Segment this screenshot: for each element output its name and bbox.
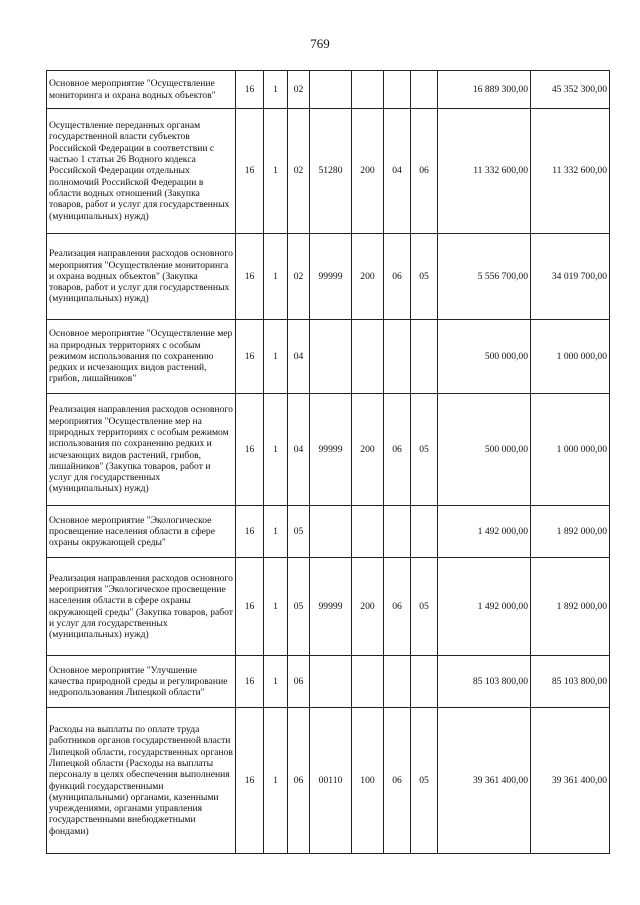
amount-cell: 5 556 700,00	[438, 234, 531, 320]
code-cell	[384, 656, 411, 708]
amount-cell: 1 000 000,00	[531, 394, 610, 506]
table-row	[47, 71, 610, 109]
row-description: Осуществление переданных органам государственной власти субъектов Российской Федерации в соответствии с частью 1 статьи 26 Водного кодекса Российской Федерации отдельных полномочий Российской Федерации в области водных отношений (Закупка товаров, работ и услуг для государственных (муниципальных) нужд)	[47, 109, 236, 234]
amount-cell: 11 332 600,00	[438, 109, 531, 234]
code-cell: 1	[264, 234, 288, 320]
code-cell: 100	[352, 708, 384, 854]
code-cell: 1	[264, 708, 288, 854]
amount-cell: 1 492 000,00	[438, 558, 531, 656]
row-description: Основное мероприятие "Осуществление мер на природных территориях с особым режимом использования по сохранению редких и исчезающих видов растений, грибов, лишайников"	[47, 320, 236, 394]
row-description: Основное мероприятие "Экологическое просвещение населения области в сфере охраны окружающей среды"	[47, 506, 236, 558]
amount-cell: 45 352 300,00	[531, 71, 610, 109]
code-cell: 06	[384, 558, 411, 656]
code-cell: 1	[264, 656, 288, 708]
table-row	[47, 394, 610, 506]
amount-cell: 85 103 800,00	[438, 656, 531, 708]
table-row	[47, 656, 610, 708]
code-cell: 05	[288, 506, 310, 558]
code-cell	[352, 506, 384, 558]
code-cell	[411, 71, 438, 109]
amount-cell: 500 000,00	[438, 320, 531, 394]
code-cell: 1	[264, 506, 288, 558]
table-row	[47, 234, 610, 320]
amount-cell: 34 019 700,00	[531, 234, 610, 320]
table-row	[47, 109, 610, 234]
code-cell: 1	[264, 71, 288, 109]
amount-cell: 39 361 400,00	[438, 708, 531, 854]
table-row	[47, 320, 610, 394]
code-cell: 16	[236, 656, 264, 708]
budget-table	[46, 70, 610, 854]
code-cell: 06	[384, 708, 411, 854]
row-description: Основное мероприятие "Осуществление мониторинга и охрана водных объектов"	[47, 71, 236, 109]
code-cell: 200	[352, 234, 384, 320]
code-cell: 02	[288, 234, 310, 320]
code-cell	[411, 320, 438, 394]
amount-cell: 1 892 000,00	[531, 506, 610, 558]
code-cell: 16	[236, 506, 264, 558]
code-cell: 200	[352, 394, 384, 506]
code-cell: 04	[384, 109, 411, 234]
code-cell: 06	[411, 109, 438, 234]
code-cell: 05	[411, 234, 438, 320]
code-cell	[411, 656, 438, 708]
code-cell: 05	[411, 708, 438, 854]
code-cell: 05	[411, 394, 438, 506]
code-cell	[384, 320, 411, 394]
code-cell	[310, 71, 352, 109]
code-cell: 02	[288, 109, 310, 234]
code-cell: 99999	[310, 394, 352, 506]
row-description: Расходы на выплаты по оплате труда работников органов государственной власти Липецкой области, государственных органов Липецкой области (Расходы на выплаты персоналу в целях обеспечения выполнения функций государственными (муниципальными) органами, казенными учреждениями, органами управления государственными внебюджетными фондами)	[47, 708, 236, 854]
code-cell	[384, 506, 411, 558]
code-cell: 05	[288, 558, 310, 656]
code-cell: 04	[288, 320, 310, 394]
row-description: Реализация направления расходов основного мероприятия "Экологическое просвещение населения области в сфере охраны окружающей среды" (Закупка товаров, работ и услуг для государственных (муниципальных) нужд)	[47, 558, 236, 656]
code-cell: 16	[236, 394, 264, 506]
row-description: Основное мероприятие "Улучшение качества природной среды и регулирование недропользования Липецкой области"	[47, 656, 236, 708]
code-cell: 51280	[310, 109, 352, 234]
code-cell	[411, 506, 438, 558]
code-cell	[384, 71, 411, 109]
code-cell: 06	[384, 234, 411, 320]
code-cell: 16	[236, 71, 264, 109]
amount-cell: 1 492 000,00	[438, 506, 531, 558]
row-description: Реализация направления расходов основного мероприятия "Осуществление мониторинга и охрана водных объектов" (Закупка товаров, работ и услуг для государственных (муниципальных) нужд)	[47, 234, 236, 320]
code-cell	[310, 656, 352, 708]
amount-cell: 16 889 300,00	[438, 71, 531, 109]
code-cell: 16	[236, 234, 264, 320]
amount-cell: 39 361 400,00	[531, 708, 610, 854]
code-cell: 1	[264, 109, 288, 234]
table-row	[47, 708, 610, 854]
amount-cell: 1 892 000,00	[531, 558, 610, 656]
code-cell	[310, 320, 352, 394]
table-row	[47, 558, 610, 656]
code-cell	[352, 320, 384, 394]
code-cell	[352, 656, 384, 708]
code-cell: 02	[288, 71, 310, 109]
code-cell: 200	[352, 109, 384, 234]
code-cell: 1	[264, 320, 288, 394]
page-number: 769	[310, 36, 330, 51]
code-cell: 05	[411, 558, 438, 656]
amount-cell: 11 332 600,00	[531, 109, 610, 234]
amount-cell: 500 000,00	[438, 394, 531, 506]
amount-cell: 85 103 800,00	[531, 656, 610, 708]
code-cell: 06	[288, 656, 310, 708]
code-cell: 06	[384, 394, 411, 506]
code-cell: 16	[236, 558, 264, 656]
code-cell: 16	[236, 320, 264, 394]
code-cell: 1	[264, 394, 288, 506]
code-cell: 00110	[310, 708, 352, 854]
code-cell: 99999	[310, 234, 352, 320]
code-cell: 04	[288, 394, 310, 506]
row-description: Реализация направления расходов основного мероприятия "Осуществление мер на природных территориях с особым режимом использования по сохранению редких и исчезающих видов растений, грибов, лишайников" (Закупка товаров, работ и услуг для государственных (муниципальных) нужд)	[47, 394, 236, 506]
code-cell: 06	[288, 708, 310, 854]
code-cell	[352, 71, 384, 109]
table-row	[47, 506, 610, 558]
amount-cell: 1 000 000,00	[531, 320, 610, 394]
code-cell: 16	[236, 708, 264, 854]
code-cell: 16	[236, 109, 264, 234]
code-cell: 99999	[310, 558, 352, 656]
code-cell: 1	[264, 558, 288, 656]
code-cell: 200	[352, 558, 384, 656]
code-cell	[310, 506, 352, 558]
